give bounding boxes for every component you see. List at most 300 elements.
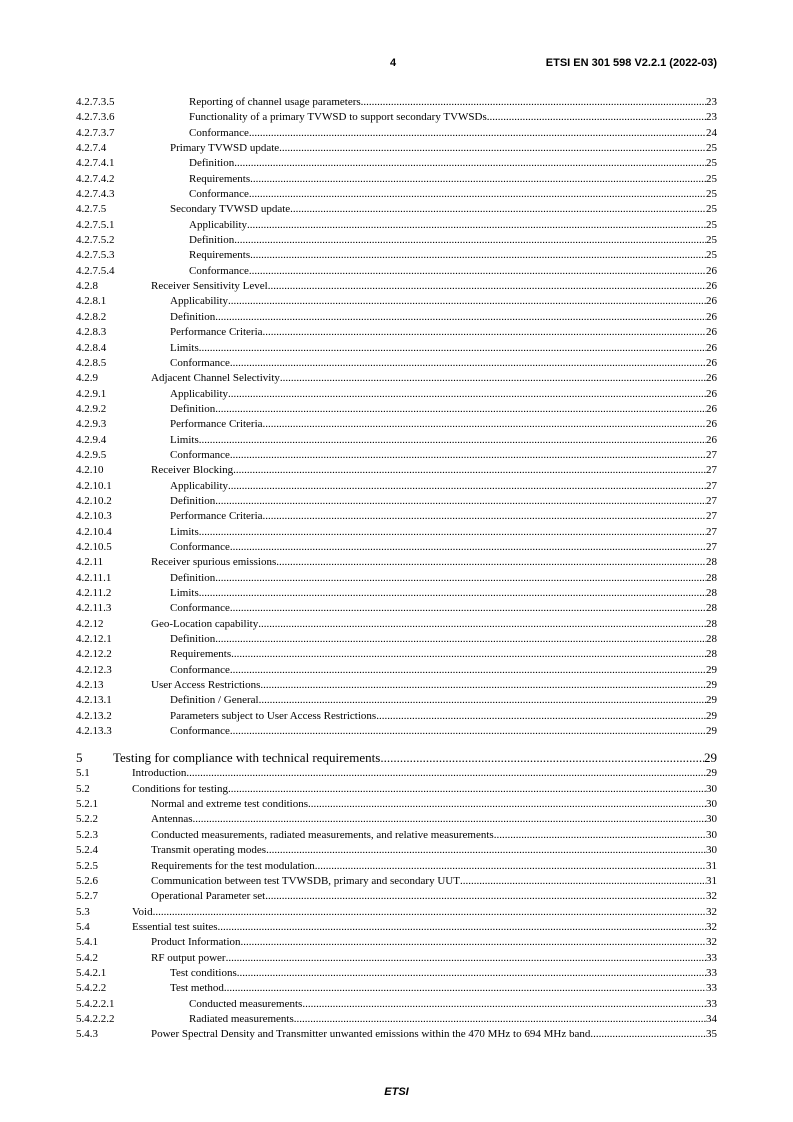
toc-entry[interactable] bbox=[76, 601, 717, 616]
toc-entry[interactable] bbox=[76, 509, 717, 524]
toc-entry-text bbox=[189, 156, 717, 171]
toc-page: 27 bbox=[706, 464, 717, 477]
toc-entry-text bbox=[170, 448, 717, 463]
toc-entry[interactable] bbox=[76, 812, 717, 827]
toc-page: 30 bbox=[706, 782, 717, 795]
toc-entry-text bbox=[170, 966, 717, 981]
toc-leader-dots bbox=[228, 387, 706, 402]
toc-page: 23 bbox=[706, 96, 717, 108]
toc-title: Conformance bbox=[170, 725, 230, 738]
toc-entry-text bbox=[170, 724, 717, 739]
toc-entry-text bbox=[170, 202, 717, 217]
toc-leader-dots bbox=[199, 433, 706, 448]
toc-entry[interactable] bbox=[76, 935, 717, 950]
toc-entry[interactable] bbox=[76, 724, 717, 739]
toc-number: 4.2.11.1 bbox=[76, 571, 112, 584]
toc-entry-text bbox=[170, 709, 717, 724]
toc-entry[interactable] bbox=[76, 156, 717, 171]
table-of-contents bbox=[76, 95, 717, 1043]
toc-title: Parameters subject to User Access Restrictions bbox=[170, 709, 377, 722]
toc-page: 29 bbox=[704, 750, 717, 766]
toc-leader-dots bbox=[199, 586, 706, 601]
toc-number: 4.2.7.4.1 bbox=[76, 157, 115, 170]
toc-leader-dots bbox=[258, 617, 706, 632]
toc-entry[interactable] bbox=[76, 766, 717, 781]
toc-number: 5.4.2.1 bbox=[76, 966, 107, 979]
toc-title: User Access Restrictions bbox=[151, 679, 261, 692]
toc-title: Transmit operating modes bbox=[151, 844, 267, 857]
toc-entry-text bbox=[189, 126, 717, 141]
toc-entry-text bbox=[170, 402, 717, 417]
toc-entry[interactable] bbox=[76, 218, 717, 233]
toc-page: 30 bbox=[706, 844, 717, 857]
toc-page: 29 bbox=[706, 663, 717, 676]
toc-number: 4.2.11 bbox=[76, 556, 104, 569]
toc-leader-dots bbox=[308, 797, 706, 812]
toc-page: 32 bbox=[706, 905, 717, 918]
toc-number: 5.2.7 bbox=[76, 890, 98, 903]
toc-entry[interactable] bbox=[76, 874, 717, 889]
toc-page: 25 bbox=[706, 234, 717, 247]
toc-number: 5.4.2.2 bbox=[76, 982, 107, 995]
toc-entry[interactable] bbox=[76, 1012, 717, 1027]
toc-entry-text bbox=[189, 110, 717, 125]
toc-leader-dots bbox=[199, 525, 706, 540]
toc-title: Definition bbox=[189, 157, 235, 170]
toc-number: 5.3 bbox=[76, 905, 90, 918]
toc-number: 4.2.10.2 bbox=[76, 494, 112, 507]
toc-leader-dots bbox=[228, 479, 706, 494]
toc-number: 4.2.8 bbox=[76, 280, 98, 293]
toc-number: 4.2.7.3.7 bbox=[76, 126, 115, 139]
toc-entry[interactable] bbox=[76, 172, 717, 187]
toc-number: 4.2.7.4.2 bbox=[76, 172, 115, 185]
toc-title: Performance Criteria bbox=[170, 418, 263, 431]
toc-entry[interactable] bbox=[76, 782, 717, 797]
toc-page: 33 bbox=[706, 997, 717, 1010]
toc-number: 5.4.3 bbox=[76, 1028, 98, 1041]
footer-etsi: ETSI bbox=[384, 1086, 409, 1098]
page-number: 4 bbox=[390, 57, 397, 69]
toc-entry[interactable] bbox=[76, 555, 717, 570]
toc-leader-dots bbox=[302, 997, 706, 1012]
toc-entry-text bbox=[151, 797, 717, 812]
toc-title: Receiver spurious emissions bbox=[151, 556, 277, 569]
toc-leader-dots bbox=[276, 555, 706, 570]
toc-entry-text bbox=[151, 678, 717, 693]
toc-entry[interactable] bbox=[76, 433, 717, 448]
toc-page: 29 bbox=[706, 679, 717, 692]
toc-number: 5.2.6 bbox=[76, 874, 98, 887]
toc-number: 4.2.7.4.3 bbox=[76, 188, 115, 201]
toc-leader-dots bbox=[265, 889, 706, 904]
toc-title: Definition bbox=[170, 494, 216, 507]
toc-entry-text bbox=[170, 601, 717, 616]
toc-page: 24 bbox=[706, 126, 717, 139]
toc-number: 4.2.11.2 bbox=[76, 587, 112, 599]
toc-leader-dots bbox=[487, 110, 706, 125]
toc-number: 4.2.10.5 bbox=[76, 540, 112, 553]
toc-title: Definition bbox=[170, 310, 216, 323]
toc-title: Normal and extreme test conditions bbox=[151, 798, 309, 811]
toc-page: 26 bbox=[706, 295, 717, 308]
toc-entry[interactable] bbox=[76, 859, 717, 874]
toc-page: 30 bbox=[706, 813, 717, 826]
toc-entry[interactable] bbox=[76, 141, 717, 156]
toc-title: RF output power bbox=[151, 951, 226, 964]
toc-entry-text bbox=[170, 586, 717, 601]
toc-leader-dots bbox=[237, 966, 706, 981]
toc-page: 30 bbox=[706, 798, 717, 811]
toc-entry[interactable] bbox=[76, 1027, 717, 1042]
toc-entry-text bbox=[189, 997, 717, 1012]
toc-entry-text bbox=[170, 632, 717, 647]
toc-entry-text bbox=[170, 663, 717, 678]
toc-leader-dots bbox=[249, 126, 706, 141]
toc-title: Functionality of a primary TVWSD to support secondary TVWSDs bbox=[189, 111, 487, 124]
toc-page: 25 bbox=[706, 188, 717, 201]
toc-entry-text bbox=[170, 981, 717, 996]
toc-entry-text bbox=[189, 95, 717, 110]
toc-entry-text bbox=[170, 310, 717, 325]
toc-leader-dots bbox=[230, 601, 706, 616]
toc-page: 25 bbox=[706, 218, 717, 231]
toc-number: 4.2.7.5.1 bbox=[76, 218, 115, 231]
toc-leader-dots bbox=[218, 920, 706, 935]
toc-entry[interactable] bbox=[76, 966, 717, 981]
toc-title: Conformance bbox=[170, 602, 230, 615]
toc-entry[interactable] bbox=[76, 479, 717, 494]
toc-entry-text bbox=[170, 494, 717, 509]
toc-page: 29 bbox=[706, 709, 717, 722]
toc-number: 4.2.8.5 bbox=[76, 356, 107, 369]
toc-entry-text bbox=[189, 187, 717, 202]
toc-page: 28 bbox=[706, 617, 717, 630]
toc-entry[interactable] bbox=[76, 843, 717, 858]
toc-title: Primary TVWSD update bbox=[170, 142, 280, 155]
toc-leader-dots bbox=[290, 202, 706, 217]
toc-title: Limits bbox=[170, 587, 199, 599]
toc-leader-dots bbox=[193, 812, 706, 827]
toc-entry[interactable] bbox=[76, 463, 717, 478]
toc-leader-dots bbox=[215, 402, 706, 417]
toc-page: 32 bbox=[706, 936, 717, 949]
toc-number: 4.2.9.4 bbox=[76, 433, 107, 446]
toc-title: Secondary TVWSD update bbox=[170, 203, 291, 216]
toc-title: Applicability bbox=[189, 218, 248, 231]
toc-entry[interactable] bbox=[76, 749, 717, 766]
toc-entry[interactable] bbox=[76, 981, 717, 996]
toc-entry-text bbox=[151, 874, 717, 889]
toc-title: Test method bbox=[170, 982, 224, 995]
toc-number: 4.2.8.4 bbox=[76, 341, 107, 354]
toc-entry-text bbox=[170, 294, 717, 309]
toc-page: 27 bbox=[706, 494, 717, 507]
toc-number: 4.2.10.3 bbox=[76, 510, 112, 523]
toc-number: 5.4 bbox=[76, 920, 90, 933]
toc-entry[interactable] bbox=[76, 402, 717, 417]
toc-leader-dots bbox=[230, 724, 706, 739]
toc-number: 4.2.7.5.3 bbox=[76, 249, 115, 262]
toc-leader-dots bbox=[263, 509, 706, 524]
toc-page: 25 bbox=[706, 249, 717, 262]
toc-number: 5 bbox=[76, 750, 83, 766]
toc-page: 28 bbox=[706, 633, 717, 646]
toc-page: 26 bbox=[706, 264, 717, 277]
toc-entry[interactable] bbox=[76, 417, 717, 432]
toc-number: 4.2.12.2 bbox=[76, 648, 112, 661]
toc-title: Conformance bbox=[170, 540, 230, 553]
toc-entry-text bbox=[132, 920, 717, 935]
toc-entry[interactable] bbox=[76, 586, 717, 601]
toc-title: Definition bbox=[170, 402, 216, 415]
toc-title: Antennas bbox=[151, 813, 193, 826]
toc-leader-dots bbox=[230, 356, 706, 371]
toc-leader-dots bbox=[199, 341, 706, 356]
toc-number: 5.4.2.2.1 bbox=[76, 997, 115, 1010]
toc-title: Applicability bbox=[170, 387, 229, 400]
toc-title: Radiated measurements bbox=[189, 1012, 294, 1025]
toc-title: Introduction bbox=[132, 767, 187, 780]
toc-entry-text bbox=[189, 218, 717, 233]
toc-entry-text bbox=[170, 433, 717, 448]
toc-page: 29 bbox=[706, 725, 717, 738]
toc-page: 25 bbox=[706, 203, 717, 216]
toc-entry-text bbox=[170, 479, 717, 494]
toc-title: Geo-Location capability bbox=[151, 617, 259, 630]
toc-number: 4.2.7.5.2 bbox=[76, 234, 115, 247]
toc-entry[interactable] bbox=[76, 264, 717, 279]
toc-entry[interactable] bbox=[76, 126, 717, 141]
toc-entry[interactable] bbox=[76, 663, 717, 678]
toc-page: 26 bbox=[706, 387, 717, 400]
toc-entry[interactable] bbox=[76, 356, 717, 371]
toc-title: Limits bbox=[170, 433, 199, 446]
toc-page: 35 bbox=[706, 1028, 717, 1041]
toc-entry[interactable] bbox=[76, 387, 717, 402]
toc-entry[interactable] bbox=[76, 248, 717, 263]
toc-entry[interactable] bbox=[76, 279, 717, 294]
toc-leader-dots bbox=[241, 935, 706, 950]
toc-page: 25 bbox=[706, 172, 717, 185]
toc-page: 26 bbox=[706, 402, 717, 415]
toc-number: 4.2.9.1 bbox=[76, 387, 107, 400]
toc-number: 4.2.10.4 bbox=[76, 525, 112, 538]
toc-leader-dots bbox=[250, 172, 706, 187]
toc-title: Conducted measurements, radiated measurements, and relative measurements bbox=[151, 828, 494, 841]
toc-entry[interactable] bbox=[76, 797, 717, 812]
toc-entry[interactable] bbox=[76, 525, 717, 540]
toc-page: 28 bbox=[706, 602, 717, 615]
toc-page: 29 bbox=[706, 767, 717, 780]
toc-entry-text bbox=[132, 766, 717, 781]
toc-entry[interactable] bbox=[76, 647, 717, 662]
toc-leader-dots bbox=[260, 678, 706, 693]
toc-entry[interactable] bbox=[76, 632, 717, 647]
toc-leader-dots bbox=[250, 248, 706, 263]
toc-entry[interactable] bbox=[76, 828, 717, 843]
toc-number: 4.2.13.3 bbox=[76, 725, 112, 738]
toc-number: 4.2.12 bbox=[76, 617, 104, 630]
toc-entry[interactable] bbox=[76, 494, 717, 509]
toc-entry-text bbox=[151, 889, 717, 904]
toc-number: 4.2.9 bbox=[76, 372, 98, 385]
toc-number: 4.2.10.1 bbox=[76, 479, 112, 492]
document-id: ETSI EN 301 598 V2.2.1 (2022-03) bbox=[545, 57, 717, 69]
toc-leader-dots bbox=[259, 693, 706, 708]
toc-page: 31 bbox=[706, 859, 717, 872]
toc-entry[interactable] bbox=[76, 540, 717, 555]
toc-number: 4.2.7.4 bbox=[76, 142, 107, 155]
toc-leader-dots bbox=[590, 1027, 706, 1042]
toc-title: Definition bbox=[170, 571, 216, 584]
toc-leader-dots bbox=[234, 156, 706, 171]
toc-title: Operational Parameter set bbox=[151, 890, 266, 903]
toc-entry-text bbox=[170, 571, 717, 586]
toc-title: Requirements bbox=[189, 249, 251, 262]
toc-title: Applicability bbox=[170, 479, 229, 492]
toc-page: 31 bbox=[706, 874, 717, 887]
toc-entry[interactable] bbox=[76, 187, 717, 202]
toc-entry[interactable] bbox=[76, 202, 717, 217]
toc-leader-dots bbox=[224, 981, 706, 996]
toc-title: Reporting of channel usage parameters bbox=[189, 96, 361, 108]
toc-page: 25 bbox=[706, 142, 717, 155]
toc-leader-dots bbox=[249, 187, 706, 202]
toc-page: 26 bbox=[706, 433, 717, 446]
toc-number: 4.2.12.3 bbox=[76, 663, 112, 676]
toc-page: 33 bbox=[706, 951, 717, 964]
toc-entry-text bbox=[151, 279, 717, 294]
toc-title: Conformance bbox=[189, 264, 249, 277]
toc-title: Receiver Sensitivity Level bbox=[151, 280, 268, 293]
toc-title: Limits bbox=[170, 341, 199, 354]
toc-entry[interactable] bbox=[76, 678, 717, 693]
toc-entry-text bbox=[132, 905, 717, 920]
toc-entry-text bbox=[189, 233, 717, 248]
toc-entry[interactable] bbox=[76, 920, 717, 935]
toc-page: 34 bbox=[706, 1012, 717, 1025]
toc-entry[interactable] bbox=[76, 110, 717, 125]
toc-number: 4.2.7.5 bbox=[76, 203, 107, 216]
toc-leader-dots bbox=[226, 951, 706, 966]
toc-entry[interactable] bbox=[76, 997, 717, 1012]
toc-title: Communication between test TVWSDB, primary and secondary UUT bbox=[151, 874, 460, 887]
toc-entry[interactable] bbox=[76, 310, 717, 325]
toc-page: 30 bbox=[706, 828, 717, 841]
toc-page: 33 bbox=[706, 966, 717, 979]
toc-leader-dots bbox=[215, 310, 706, 325]
toc-page: 28 bbox=[706, 587, 717, 599]
toc-entry-text bbox=[189, 1012, 717, 1027]
toc-title: Test conditions bbox=[170, 966, 237, 979]
toc-number: 4.2.7.5.4 bbox=[76, 264, 115, 277]
toc-entry[interactable] bbox=[76, 233, 717, 248]
toc-number: 5.4.1 bbox=[76, 936, 98, 949]
toc-entry[interactable] bbox=[76, 693, 717, 708]
toc-number: 5.2.5 bbox=[76, 859, 98, 872]
toc-entry-text bbox=[151, 951, 717, 966]
toc-page: 33 bbox=[706, 982, 717, 995]
toc-entry[interactable] bbox=[76, 951, 717, 966]
toc-leader-dots bbox=[361, 95, 706, 110]
toc-number: 5.2.4 bbox=[76, 844, 98, 857]
toc-page: 28 bbox=[706, 648, 717, 661]
toc-page: 26 bbox=[706, 310, 717, 323]
toc-number: 4.2.11.3 bbox=[76, 602, 112, 615]
toc-entry[interactable] bbox=[76, 571, 717, 586]
toc-leader-dots bbox=[263, 417, 706, 432]
toc-leader-dots bbox=[186, 766, 706, 781]
toc-page: 28 bbox=[706, 571, 717, 584]
toc-entry-text bbox=[151, 843, 717, 858]
toc-title: Definition / General bbox=[170, 694, 259, 707]
toc-title: Requirements for the test modulation bbox=[151, 859, 315, 872]
toc-entry[interactable] bbox=[76, 95, 717, 110]
toc-entry[interactable] bbox=[76, 709, 717, 724]
toc-entry[interactable] bbox=[76, 905, 717, 920]
toc-page: 27 bbox=[706, 479, 717, 492]
toc-entry-text bbox=[170, 325, 717, 340]
toc-entry-text bbox=[170, 540, 717, 555]
toc-entry-text bbox=[151, 859, 717, 874]
toc-leader-dots bbox=[230, 540, 706, 555]
toc-entry-text bbox=[189, 264, 717, 279]
toc-entry[interactable] bbox=[76, 371, 717, 386]
toc-number: 5.4.2.2.2 bbox=[76, 1012, 115, 1025]
toc-title: Product Information bbox=[151, 936, 241, 949]
toc-entry[interactable] bbox=[76, 889, 717, 904]
toc-entry-text bbox=[151, 617, 717, 632]
toc-number: 4.2.8.3 bbox=[76, 326, 107, 339]
toc-leader-dots bbox=[228, 294, 706, 309]
toc-title: Testing for compliance with technical requirements bbox=[113, 750, 381, 766]
toc-leader-dots bbox=[266, 843, 706, 858]
toc-leader-dots bbox=[153, 905, 706, 920]
toc-entry[interactable] bbox=[76, 325, 717, 340]
toc-leader-dots bbox=[228, 782, 706, 797]
toc-entry[interactable] bbox=[76, 341, 717, 356]
toc-leader-dots bbox=[215, 571, 706, 586]
toc-leader-dots bbox=[234, 233, 706, 248]
toc-entry-text bbox=[132, 782, 717, 797]
toc-page: 26 bbox=[706, 418, 717, 431]
toc-leader-dots bbox=[380, 749, 704, 766]
toc-title: Conformance bbox=[170, 663, 230, 676]
toc-entry[interactable] bbox=[76, 617, 717, 632]
toc-leader-dots bbox=[249, 264, 706, 279]
toc-number: 5.2.2 bbox=[76, 813, 98, 826]
toc-title: Requirements bbox=[189, 172, 251, 185]
toc-entry[interactable] bbox=[76, 448, 717, 463]
toc-title: Limits bbox=[170, 525, 199, 538]
toc-page: 27 bbox=[706, 448, 717, 461]
toc-number: 4.2.13.2 bbox=[76, 709, 112, 722]
toc-number: 4.2.8.1 bbox=[76, 295, 107, 308]
toc-number: 5.2.3 bbox=[76, 828, 98, 841]
toc-page: 28 bbox=[706, 556, 717, 569]
toc-number: 4.2.9.5 bbox=[76, 448, 107, 461]
toc-number: 4.2.7.3.5 bbox=[76, 96, 115, 108]
toc-leader-dots bbox=[294, 1012, 706, 1027]
toc-entry-text bbox=[170, 693, 717, 708]
toc-entry-text bbox=[151, 555, 717, 570]
toc-entry-text bbox=[170, 509, 717, 524]
toc-entry[interactable] bbox=[76, 294, 717, 309]
toc-number: 4.2.8.2 bbox=[76, 310, 107, 323]
toc-number: 5.2.1 bbox=[76, 798, 98, 811]
toc-title: Requirements bbox=[170, 648, 232, 661]
